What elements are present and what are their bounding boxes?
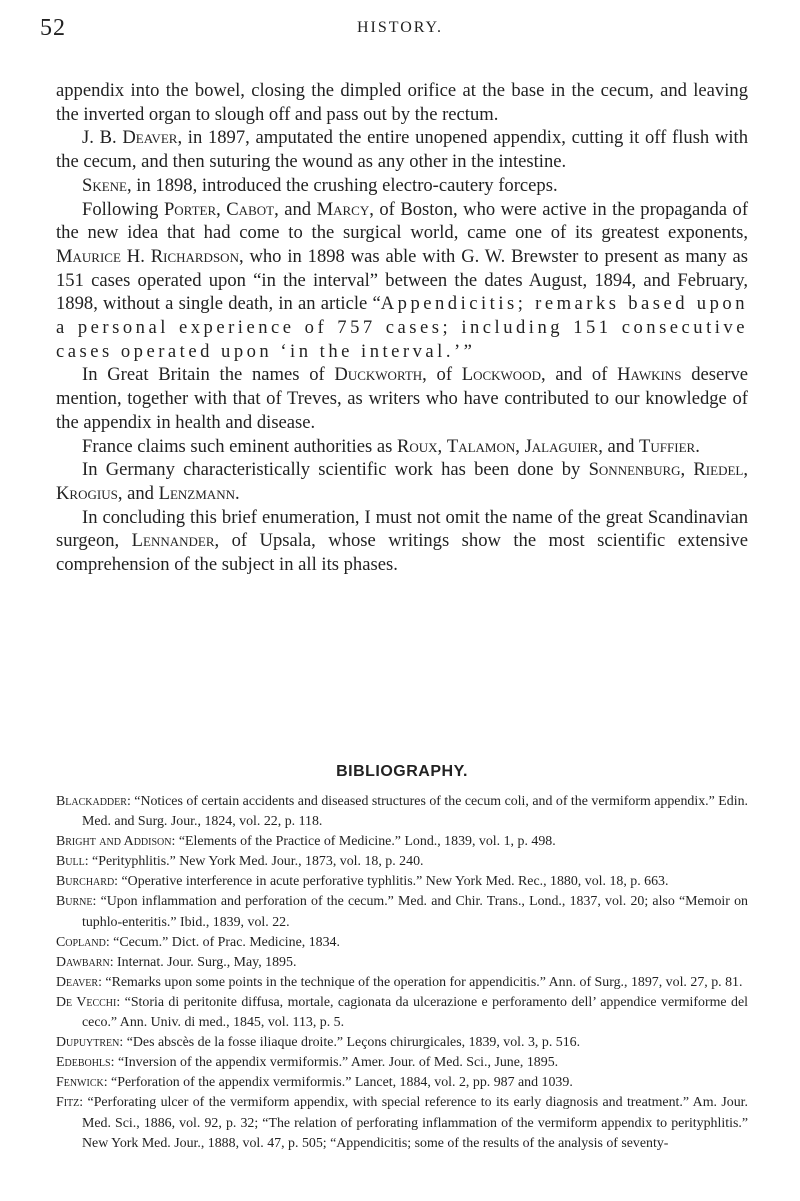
entry-author: De Vecchi <box>56 994 117 1010</box>
paragraph <box>56 174 748 198</box>
entry-author: Burchard <box>56 874 115 890</box>
bibliography-entry <box>56 1073 748 1093</box>
paragraph-text: deserve mention, together with that of Treves, as writers who have contributed to our knowledge of the appendix in health and disease. <box>56 364 748 433</box>
entry-author: Fitz <box>56 1095 80 1111</box>
entry-author: Bright and Addison <box>56 834 172 850</box>
paragraph <box>56 79 748 126</box>
bibliography-entry <box>56 892 748 932</box>
entry-author: Burne <box>56 894 93 910</box>
surgeon-name: Lockwood <box>461 364 541 386</box>
paragraph <box>56 435 748 459</box>
entry-author: Copland <box>56 934 106 950</box>
surgeon-name: Sonnenburg <box>588 459 681 481</box>
bibliography-entry <box>56 872 748 892</box>
entry-text: : “Notices of certain accidents and diseased structures of the cecum coli, and of the vermiform appendix.” Edin. Med. and Surg. Jour., 1824, vol. 22, p. 118. <box>82 794 748 830</box>
entry-text: : “Perforation of the appendix vermiformis.” Lancet, 1884, vol. 2, pp. 987 and 1039. <box>103 1075 573 1091</box>
entry-author: Deaver <box>56 974 99 990</box>
running-head: HISTORY. <box>356 19 444 36</box>
entry-text: : “Upon inflammation and perforation of the cecum.” Med. and Chir. Trans., Lond., 1837, vol. 20; also “Memoir on tuphlo-enteritis.” Ibid., 1839, vol. 22. <box>82 894 748 930</box>
page-header <box>40 15 760 43</box>
surgeon-name: J. B. Deaver <box>82 127 178 149</box>
surgeon-name: Jalaguier <box>524 435 599 457</box>
body-text <box>56 79 748 577</box>
paragraph <box>56 506 748 577</box>
paragraph-text: . <box>234 482 240 504</box>
paragraph-text: , and <box>117 482 159 504</box>
bibliography-entry <box>56 953 748 973</box>
surgeon-name: Talamon <box>446 435 516 457</box>
paragraph-text: , in 1897, amputated the entire unopened appendix, cutting it off flush with the cecum, and then suturing the wound as any other in the intestine. <box>56 127 748 173</box>
page-number: 52 <box>40 15 66 41</box>
paragraph-text: , <box>743 459 749 481</box>
paragraph-text: In Germany characteristically scientific work has been done by <box>82 459 589 481</box>
entry-author: Fenwick <box>56 1075 104 1091</box>
surgeon-name: Riedel <box>693 459 744 481</box>
surgeon-name: Tuffier <box>639 435 696 457</box>
paragraph <box>56 198 748 364</box>
surgeon-name: Krogius <box>56 482 118 504</box>
entry-text: : “Perforating ulcer of the vermiform appendix, with special reference to its early diagnosis and treatment.” Am. Jour. Med. Sci., 1886, vol. 92, p. 32; “The relation of perforating inflammation of the vermiform appendix to perityphlitis.” New York Med. Jour., 1888, vol. 47, p. 505; “Appendicitis; some of the results of the analysis of seventy- <box>79 1095 748 1151</box>
paragraph-text: , <box>680 459 694 481</box>
entry-text: : Internat. Jour. Surg., May, 1895. <box>109 954 297 970</box>
entry-author: Blackadder <box>56 794 127 809</box>
bibliography-entry <box>56 1033 748 1053</box>
paragraph-text: , in 1898, introduced the crushing electro-cautery forceps. <box>127 174 558 196</box>
surgeon-name: Porter <box>163 198 217 220</box>
bibliography-entry <box>56 792 748 832</box>
article-title-spaced: Appendicitis; remarks based upon a personal experience of 757 cases; including 151 consecutive cases operated upon ‘in the interval.’ <box>56 293 748 362</box>
bibliography-entry <box>56 1053 748 1073</box>
paragraph-text: , <box>216 198 227 220</box>
paragraph-text: . <box>695 435 700 457</box>
surgeon-name: Cabot <box>226 198 275 220</box>
bibliography-entry <box>56 993 748 1033</box>
surgeon-name: Lenzmann <box>158 482 235 504</box>
paragraph-text: , of Upsala, whose writings show the most scientific extensive comprehension of the subject in all its phases. <box>56 530 748 576</box>
entry-text: : “Remarks upon some points in the technique of the operation for appendicitis.” Ann. of Surg., 1897, vol. 27, p. 81. <box>98 974 743 990</box>
paragraph-text: , <box>515 435 525 457</box>
entry-text: : “Operative interference in acute perforative typhlitis.” New York Med. Rec., 1880, vol. 18, p. 663. <box>114 874 669 890</box>
paragraph-text: In concluding this brief enumeration, I must not omit the name of the great Scandinavian surgeon, <box>56 506 748 552</box>
surgeon-name: Roux <box>396 435 438 457</box>
entry-text: : “Perityphlitis.” New York Med. Jour., 1873, vol. 18, p. 240. <box>84 854 424 870</box>
surgeon-name: Lennander <box>131 530 215 552</box>
paragraph <box>56 126 748 173</box>
entry-text: : “Des abscès de la fosse iliaque droite.” Leçons chirurgicales, 1839, vol. 3, p. 516. <box>119 1035 581 1051</box>
entry-author: Dawbarn <box>56 954 110 970</box>
paragraph <box>56 458 748 505</box>
entry-text: : “Cecum.” Dict. of Prac. Medicine, 1834. <box>105 934 340 950</box>
entry-text: : “Inversion of the appendix vermiformis.” Amer. Jour. of Med. Sci., June, 1895. <box>110 1055 559 1071</box>
paragraph-text: In Great Britain the names of <box>82 364 335 386</box>
paragraph-text: , <box>437 435 447 457</box>
paragraph-text: ” <box>463 340 472 362</box>
surgeon-name: Marcy <box>316 198 370 220</box>
paragraph <box>56 363 748 434</box>
bibliography-entry <box>56 933 748 953</box>
surgeon-name: Hawkins <box>617 364 682 386</box>
entry-text: : “Elements of the Practice of Medicine.” Lond., 1839, vol. 1, p. 498. <box>171 834 556 850</box>
paragraph-text: , who in 1898 was able with G. W. Brewster to present as many as 151 cases operated upon “in the interval” between the dates August, 1894, and February, 1898, without a single death, in an article “ <box>56 245 748 315</box>
entry-author: Edebohls <box>56 1055 111 1071</box>
paragraph-text: appendix into the bowel, closing the dimpled orifice at the base in the cecum, and leaving the inverted organ to slough off and pass out by the rectum. <box>56 80 748 125</box>
entry-author: Bull <box>56 854 85 870</box>
surgeon-name: Maurice H. Richardson <box>56 245 239 267</box>
bibliography-list <box>56 792 748 1154</box>
bibliography-entry <box>56 832 748 852</box>
paragraph-text: , and <box>598 435 640 457</box>
paragraph-text: France claims such eminent authorities as <box>82 435 397 457</box>
paragraph-text: , of <box>422 364 462 386</box>
surgeon-name: Duckworth <box>334 364 423 386</box>
bibliography-entry <box>56 1093 748 1153</box>
entry-text: : “Storia di peritonite diffusa, mortale, cagionata da ulcerazione e perforamento dell’ appendice vermiforme del ceco.” Ann. Univ. di med., 1845, vol. 113, p. 5. <box>82 994 748 1031</box>
paragraph-text: , of Boston, who were active in the propaganda of the new idea that had come to the surgical world, came one of its greatest exponents, <box>56 198 749 244</box>
paragraph-text: Following <box>82 198 164 220</box>
bibliography-entry <box>56 852 748 872</box>
paragraph-text: , and <box>274 198 317 220</box>
paragraph-text: , and of <box>540 364 618 386</box>
bibliography-title: BIBLIOGRAPHY. <box>336 763 468 780</box>
bibliography-entry <box>56 973 748 993</box>
entry-author: Dupuytren <box>56 1035 120 1051</box>
surgeon-name: Skene <box>82 174 127 196</box>
